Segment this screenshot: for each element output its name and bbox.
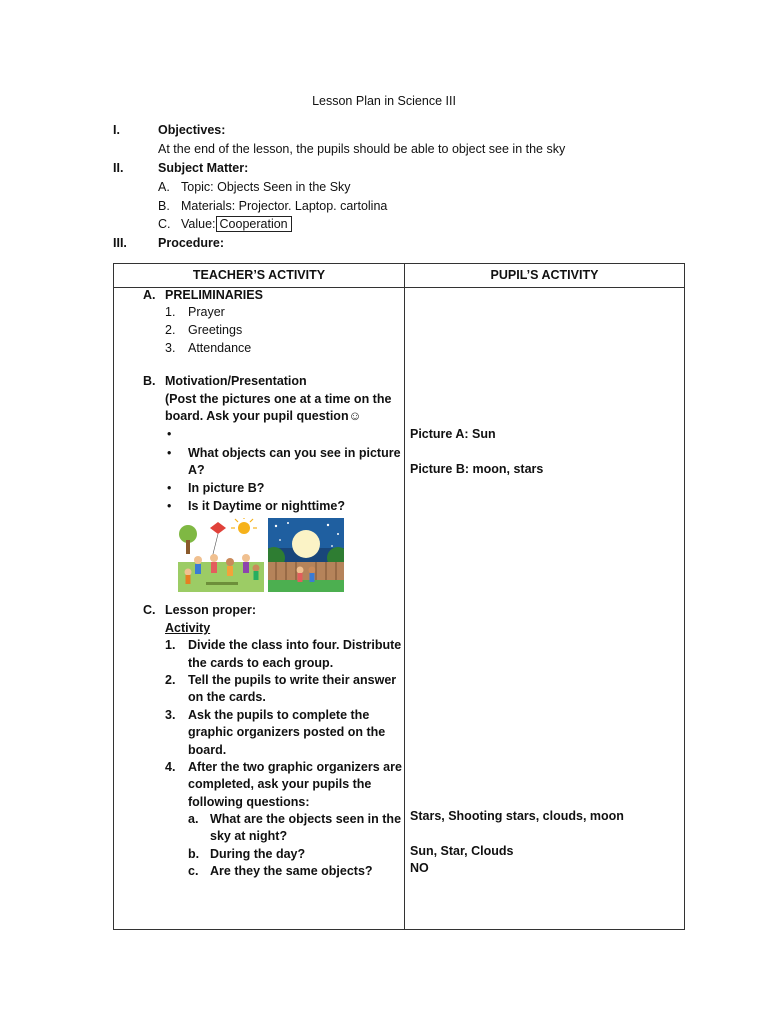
pupil-answer-night: Stars, Shooting stars, clouds, moon xyxy=(410,809,624,823)
prelim-item-greetings: Greetings xyxy=(188,323,243,337)
motivation-instruction-2: board. Ask your pupil question☺ xyxy=(165,409,362,423)
picture-a-daytime-image xyxy=(178,518,264,592)
procedure-heading: Procedure: xyxy=(158,236,224,250)
step-1-line-2: the cards to each group. xyxy=(188,656,334,670)
value-boxed-text: Cooperation xyxy=(216,216,292,232)
step-3-line-2: graphic organizers posted on the xyxy=(188,725,386,739)
step-4-line-1: After the two graphic organizers are xyxy=(188,760,402,774)
step-2-line-2: on the cards. xyxy=(188,690,266,704)
step-4-line-3: following questions: xyxy=(188,795,310,809)
prelim-letter: A. xyxy=(143,288,156,302)
question-day-night: Is it Daytime or nighttime? xyxy=(188,499,345,513)
motivation-pictures xyxy=(178,518,348,593)
question-letter-b: b. xyxy=(188,847,200,861)
objectives-text: At the end of the lesson, the pupils should be able to object see in the sky xyxy=(158,142,566,156)
bullet-icon: • xyxy=(167,499,172,513)
prelim-item-prayer: Prayer xyxy=(188,305,225,319)
subject-letter-a: A. xyxy=(158,180,170,194)
roman-numeral-1: I. xyxy=(113,123,120,137)
procedure-table xyxy=(113,263,685,930)
question-picture-a-2: A? xyxy=(188,463,205,477)
pupil-answer-picture-b: Picture B: moon, stars xyxy=(410,462,544,476)
step-num-3: 3. xyxy=(165,708,176,722)
picture-b-nighttime-image xyxy=(268,518,344,592)
step-4-line-2: completed, ask your pupils the xyxy=(188,777,372,791)
prelim-num-3: 3. xyxy=(165,341,176,355)
subject-letter-c: C. xyxy=(158,217,171,231)
roman-numeral-2: II. xyxy=(113,161,124,175)
motivation-heading: Motivation/Presentation xyxy=(165,374,307,388)
question-a-line-1: What are the objects seen in the xyxy=(210,812,402,826)
step-1-line-1: Divide the class into four. Distribute xyxy=(188,638,402,652)
lesson-proper-heading: Lesson proper: xyxy=(165,603,256,617)
subject-value xyxy=(181,216,292,234)
prelim-heading: PRELIMINARIES xyxy=(165,288,263,302)
step-num-2: 2. xyxy=(165,673,176,687)
subject-letter-b: B. xyxy=(158,199,170,213)
motivation-letter: B. xyxy=(143,374,156,388)
prelim-num-2: 2. xyxy=(165,323,176,337)
lesson-letter: C. xyxy=(143,603,156,617)
question-letter-c: c. xyxy=(188,864,199,878)
motivation-instruction-1: (Post the pictures one at a time on the xyxy=(165,392,392,406)
bullet-icon: • xyxy=(167,427,172,441)
question-picture-a-1: What objects can you see in picture xyxy=(188,446,401,460)
subject-materials: Materials: Projector. Laptop. cartolina xyxy=(181,199,388,213)
roman-numeral-3: III. xyxy=(113,236,127,250)
question-letter-a: a. xyxy=(188,812,199,826)
page-title: Lesson Plan in Science III xyxy=(312,94,456,108)
activity-heading xyxy=(165,620,210,638)
question-a-line-2: sky at night? xyxy=(210,829,288,843)
subject-heading: Subject Matter: xyxy=(158,161,249,175)
pupil-answer-picture-a: Picture A: Sun xyxy=(410,427,496,441)
prelim-num-1: 1. xyxy=(165,305,176,319)
question-b: During the day? xyxy=(210,847,306,861)
pupil-answer-day: Sun, Star, Clouds xyxy=(410,844,514,858)
step-num-4: 4. xyxy=(165,760,176,774)
step-num-1: 1. xyxy=(165,638,176,652)
objectives-heading: Objectives: xyxy=(158,123,226,137)
bullet-icon: • xyxy=(167,446,172,460)
question-picture-b: In picture B? xyxy=(188,481,265,495)
step-2-line-1: Tell the pupils to write their answer xyxy=(188,673,397,687)
column-divider xyxy=(404,264,405,929)
subject-topic: Topic: Objects Seen in the Sky xyxy=(181,180,351,194)
prelim-item-attendance: Attendance xyxy=(188,341,252,355)
bullet-icon: • xyxy=(167,481,172,495)
pupil-activity-header: PUPIL’S ACTIVITY xyxy=(490,268,599,282)
step-3-line-3: board. xyxy=(188,743,227,757)
question-c: Are they the same objects? xyxy=(210,864,373,878)
value-label: Value: xyxy=(181,217,216,231)
teacher-activity-header: TEACHER’S ACTIVITY xyxy=(192,268,326,282)
step-3-line-1: Ask the pupils to complete the xyxy=(188,708,370,722)
pupil-answer-same: NO xyxy=(410,861,429,875)
activity-underlined: Activity xyxy=(165,621,211,635)
